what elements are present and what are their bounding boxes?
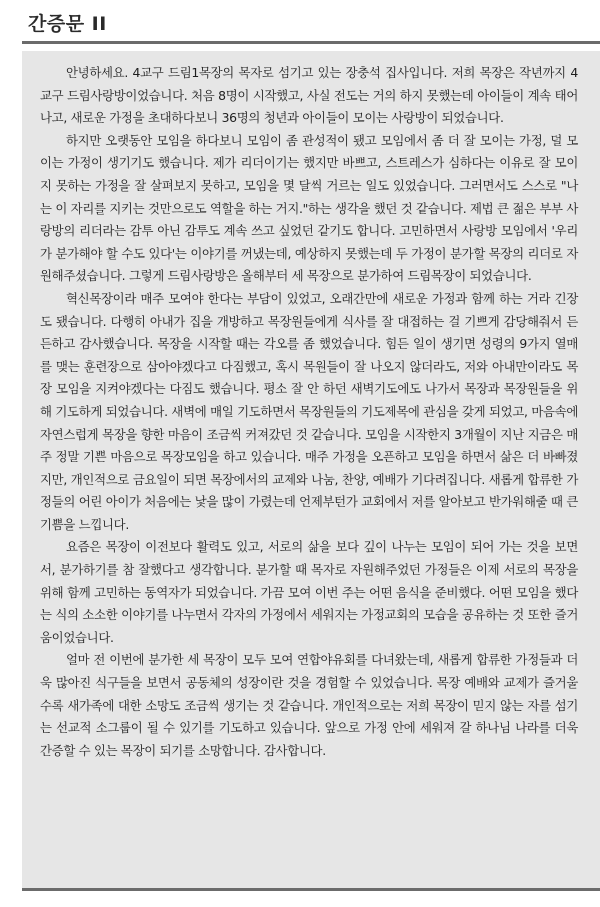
paragraph-5: 얼마 전 이번에 분가한 세 목장이 모두 모여 연합야유회를 다녀왔는데, 새롭게 합류한 가정들과 더욱 많아진 식구들을 보면서 공동체의 성장이란 것을 경험할 수 있었습니다. 목장 예배와 교제가 즐거울수록 새가족에 대한 소망도 조금씩 생기는 것 같습니다. 개인적으로는 저희 목장이 믿지 않는 자를 섬기는 선교적 소그룹이 될 수 있기를 기도하고 있습니다. 앞으로 가정 안에 세워져 갈 하나님 나라를 더욱 간증할 수 있는 목장이 되기를 소망합니다. 감사합니다. (40, 652, 578, 758)
testimony-body (40, 62, 578, 762)
title-divider (22, 41, 600, 44)
paragraph-3: 혁신목장이라 매주 모여야 한다는 부담이 있었고, 오래간만에 새로운 가정과 함께 하는 거라 긴장도 됐습니다. 다행히 아내가 집을 개방하고 목장원들에게 식사를 잘 대접하는 걸 기쁘게 감당해줘서 든든하고 감사했습니다. 목장을 시작할 때는 각오를 좀 했었습니다. 힘든 일이 생기면 성령의 9가지 열매를 맺는 훈련장으로 삼아야겠다고 다짐했고, 혹시 목원들이 잘 나오지 않더라도, 저와 아내만이라도 목장 모임을 지켜야겠다는 다짐도 했습니다. 평소 잘 안 하던 새벽기도에도 나가서 목장과 목장원들을 위해 기도하게 되었습니다. 새벽에 매일 기도하면서 목장원들의 기도제목에 관심을 갖게 되었고, 마음속에 자연스럽게 목장을 향한 마음이 조금씩 커져갔던 것 같습니다. 모임을 시작한지 3개월이 지난 지금은 매주 정말 기쁜 마음으로 목장모임을 하고 있습니다. 매주 가정을 오픈하고 모임을 하면서 삶은 더 바빠졌지만, 개인적으로 금요일이 되면 목장에서의 교제와 나눔, 찬양, 예배가 기다려집니다. 새롭게 합류한 가정들의 어린 아이가 처음에는 낯을 많이 가렸는데 언제부턴가 교회에서 저를 알아보고 반가워해줄 때 큰 기쁨을 느낍니다. (40, 290, 578, 532)
paragraph-2: 하지만 오랫동안 모임을 하다보니 모임이 좀 관성적이 됐고 모임에서 좀 더 잘 모이는 가정, 덜 모이는 가정이 생기기도 했습니다. 제가 리더이기는 했지만 바쁘고, 스트레스가 심하다는 이유로 잘 모이지 못하는 가정을 잘 살펴보지 못하고, 모임을 몇 달씩 거르는 일도 있었습니다. 그러면서도 스스로 "나는 이 자리를 지키는 것만으로도 역할을 하는 거지."하는 생각을 했던 것 같습니다. 제법 큰 젊은 부부 사랑방의 리더라는 감투 아닌 감투도 계속 쓰고 싶었던 같기도 합니다. 고민하면서 사랑방 모임에서 '우리가 분가해야 할 수도 있다'는 이야기를 꺼냈는데, 예상하지 못했는데 두 가정이 분가할 목장의 리더로 자원해주셨습니다. 그렇게 드림사랑방은 올해부터 세 목장으로 분가하여 드림목장이 되었습니다. (40, 132, 578, 284)
paragraph-1: 안녕하세요. 4교구 드림1목장의 목자로 섬기고 있는 장충석 집사입니다. 저희 목장은 작년까지 4교구 드림사랑방이었습니다. 처음 8명이 시작했고, 사실 전도는 거의 하지 못했는데 아이들이 계속 태어나고, 새로운 가정을 초대하다보니 36명의 청년과 아이들이 모이는 사랑방이 되었습니다. (40, 65, 578, 126)
page-title: 간증문 II (28, 13, 107, 35)
paragraph-4: 요즘은 목장이 이전보다 활력도 있고, 서로의 삶을 보다 깊이 나누는 모임이 되어 가는 것을 보면서, 분가하기를 참 잘했다고 생각합니다. 분가할 때 목자로 자원해주었던 가정들은 이제 서로의 목장을 위해 함께 고민하는 동역자가 되었습니다. 가끔 모여 이번 주는 어떤 음식을 준비했다. 어떤 모임을 했다는 식의 소소한 이야기를 나누면서 각자의 가정에서 세워지는 가정교회의 모습을 공유하는 것 또한 즐거움이었습니다. (40, 539, 578, 645)
title-bar (0, 0, 600, 42)
bottom-divider (22, 888, 600, 891)
